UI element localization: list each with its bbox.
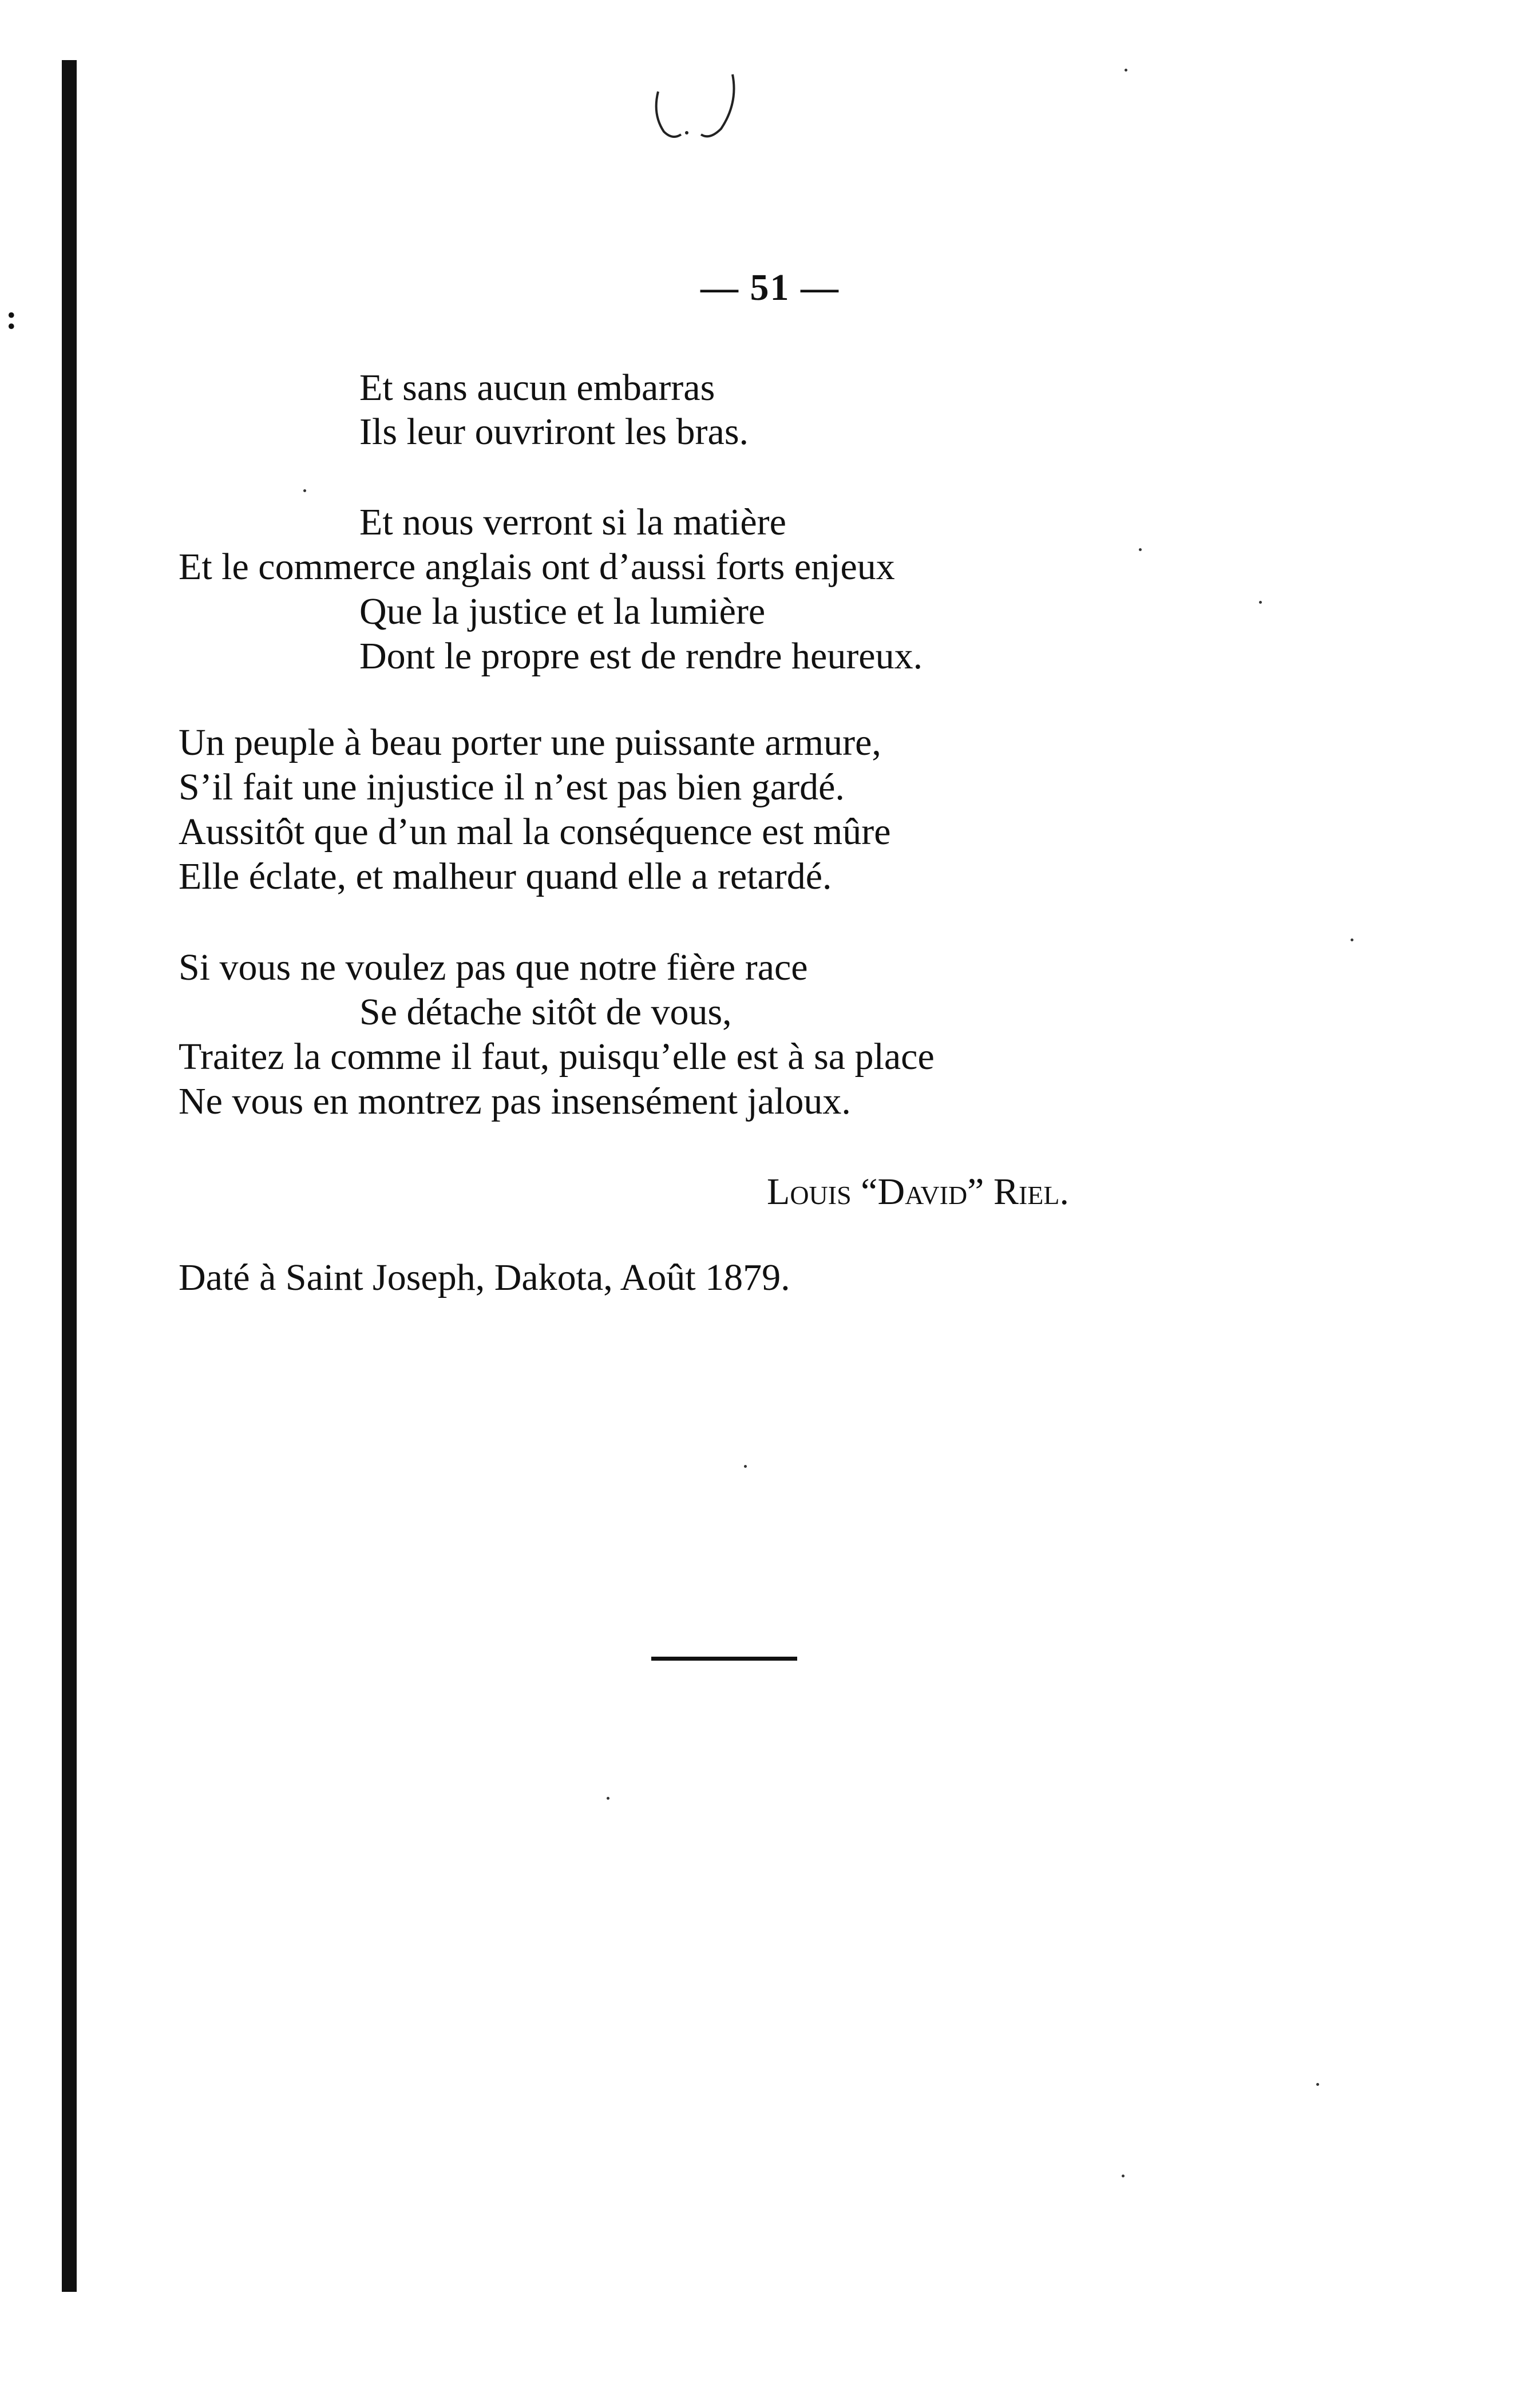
signature [767,1173,1069,1211]
poem-line: Elle éclate, et malheur quand elle a retardé. [179,856,832,897]
print-speck [1125,69,1127,72]
poem-line: Ils leur ouvriront les bras. [359,411,749,453]
binding-edge [62,60,77,2292]
print-speck [1316,2083,1319,2086]
margin-mark: : [6,298,17,336]
poem-line: Et nous verront si la matière [359,501,786,543]
poem-line: S’il fait une injustice il n’est pas bien gardé. [179,766,845,808]
dateline: Daté à Saint Joseph, Dakota, Août 1879. [179,1257,790,1298]
print-speck [1259,601,1262,604]
signature-first-name: Louis [767,1171,852,1213]
poem-line: Et le commerce anglais ont d’aussi forts enjeux [179,546,895,588]
poem-line: Se détache sitôt de vous, [359,991,732,1033]
signature-last-name: Riel. [993,1171,1070,1213]
print-speck [744,1465,747,1468]
poem-line: Ne vous en montrez pas insensément jaloux. [179,1080,851,1122]
handwritten-mark [647,69,761,155]
poem-line: Dont le propre est de rendre heureux. [359,635,923,677]
poem-line: Traitez la comme il faut, puisqu’elle est à sa place [179,1036,935,1078]
print-speck [1351,938,1353,941]
poem-line: Aussitôt que d’un mal la conséquence est mûre [179,811,891,853]
poem-line: Si vous ne voulez pas que notre fière race [179,946,808,988]
print-speck [1122,2175,1125,2177]
end-rule [651,1657,797,1661]
page-number: — 51 — [700,267,840,308]
poem-line: Et sans aucun embarras [359,367,715,409]
print-speck [303,489,306,492]
print-speck [1139,548,1142,551]
poem-line: Un peuple à beau porter une puissante armure, [179,722,881,763]
print-speck [607,1797,609,1800]
poem-line: Que la justice et la lumière [359,591,766,632]
signature-middle-name: “David” [861,1171,984,1213]
